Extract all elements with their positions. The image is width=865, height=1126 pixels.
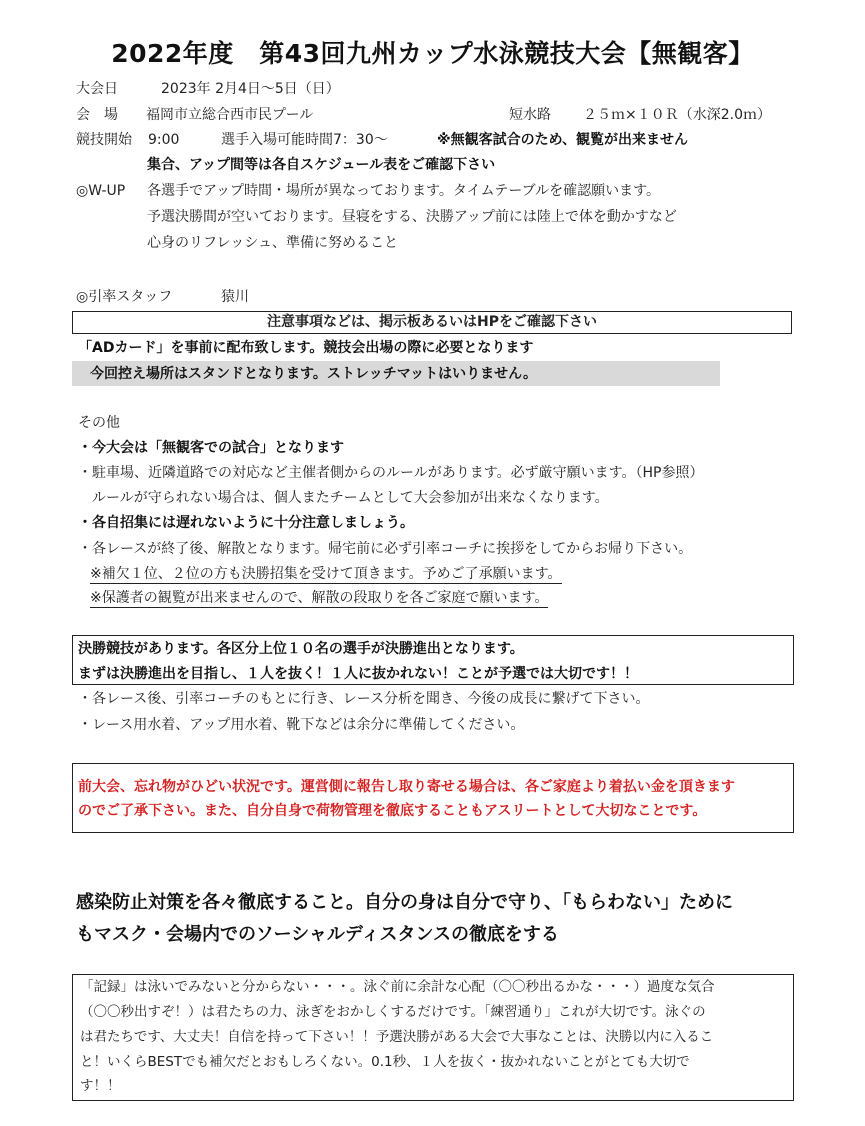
- lost-items-line-1: 前大会、忘れ物がひどい状況です。運営側に報告し取り寄せる場合は、各ご家庭より着払い金を頂きます: [78, 779, 735, 795]
- lost-items-box: [72, 763, 794, 833]
- other-item-3: ・各自招集には遅れないように十分注意しましょう。: [78, 515, 414, 531]
- lost-items-line-2: のでご了承下さい。また、自分自身で荷物管理を徹底することもアスリートとして大切なことです。: [78, 803, 707, 819]
- adcard-notice: 「ADカード」を事前に配布致します。競技会出場の際に必要となります: [78, 340, 534, 356]
- start-time: 9:00: [148, 132, 180, 148]
- no-spectators-note: ※無観客試合のため、観覧が出来ません: [437, 132, 689, 148]
- entry-time: 選手入場可能時間7：30～: [221, 132, 388, 148]
- start-label: 競技開始: [76, 132, 132, 148]
- other-item-2: ・駐車場、近隣道路での対応など主催者側からのルールがあります。必ず厳守願います。（HP参照）: [78, 465, 704, 481]
- finals-after-1: ・各レース後、引率コーチのもとに行き、レース分析を聞き、今後の成長に繋げて下さい。: [78, 691, 650, 707]
- other-item-4: ・各レースが終了後、解散となります。帰宅前に必ず引率コーチに挨拶をしてからお帰り下さい。: [78, 541, 693, 557]
- message-line-1: 「記録」は泳いでみないと分からない・・・。泳ぐ前に余計な心配（〇〇秒出るかな・・・）過度な気合: [80, 979, 715, 995]
- message-line-3: は君たちです、大丈夫！自信を持って下さい！！予選決勝がある大会で大事なことは、決勝以内に入るこ: [80, 1029, 714, 1045]
- infection-line-1: 感染防止対策を各々徹底すること。自分の身は自分で守り、「もらわない」ために: [76, 892, 733, 913]
- meeting-note: 集合、アップ間等は各自スケジュール表をご確認下さい: [147, 157, 496, 173]
- wup-line-1: 各選手でアップ時間・場所が異なっております。タイムテーブルを確認願います。: [147, 183, 660, 199]
- pool-label: 短水路: [509, 107, 551, 123]
- message-line-5: す！！: [80, 1078, 121, 1094]
- finals-line-2: まずは決勝進出を目指し、１人を抜く！１人に抜かれない！ことが予選では大切です！！: [78, 666, 638, 682]
- message-line-2: （〇〇秒出すぞ！）は君たちの力、泳ぎをおかしくするだけです。「練習通り」これが大切です。泳ぐの: [80, 1004, 706, 1020]
- other-heading: その他: [78, 415, 120, 431]
- page-title: 2022年度 第43回九州カップ水泳競技大会【無観客】: [111, 39, 754, 68]
- date-value: 2023年 2月4日～5日（日）: [161, 81, 340, 97]
- pool-value: ２５ｍ×１０Ｒ（水深2.0ｍ）: [583, 107, 771, 123]
- staff-name: 猿川: [221, 289, 249, 305]
- finals-line-1: 決勝競技があります。各区分上位１０名の選手が決勝進出となります。: [78, 641, 524, 657]
- other-item-4a: ※補欠１位、２位の方も決勝招集を受けて頂きます。予めご了承願います。: [90, 566, 562, 582]
- other-item-1: ・今大会は「無観客での試合」となります: [78, 440, 344, 456]
- infection-line-2: もマスク・会場内でのソーシャルディスタンスの徹底をする: [76, 924, 559, 945]
- venue-value: 福岡市立総合西市民プール: [146, 107, 314, 123]
- staff-label: ◎引率スタッフ: [76, 289, 173, 305]
- venue-label: 会 場: [76, 107, 118, 123]
- date-label: 大会日: [76, 81, 118, 97]
- wup-label: ◎W-UP: [76, 183, 126, 199]
- hp-notice-box: 注意事項などは、掲示板あるいはHPをご確認下さい: [72, 311, 792, 334]
- message-line-4: と！いくらBESTでも補欠だとおもしろくない。0.1秒、１人を抜く・抜かれないことがとても大切で: [80, 1054, 690, 1070]
- finals-after-2: ・レース用水着、アップ用水着、靴下などは余分に準備してください。: [78, 717, 525, 733]
- other-item-4b: ※保護者の観覧が出来ませんので、解散の段取りを各ご家庭で願います。: [90, 590, 549, 606]
- wup-line-3: 心身のリフレッシュ、準備に努めること: [147, 235, 399, 251]
- other-item-2b: ルールが守られない場合は、個人またチームとして大会参加が出来なくなります。: [92, 490, 609, 506]
- wup-line-2: 予選決勝間が空いております。昼寝をする、決勝アップ前には陸上で体を動かすなど: [147, 209, 677, 225]
- stand-notice: 今回控え場所はスタンドとなります。ストレッチマットはいりません。: [90, 366, 538, 382]
